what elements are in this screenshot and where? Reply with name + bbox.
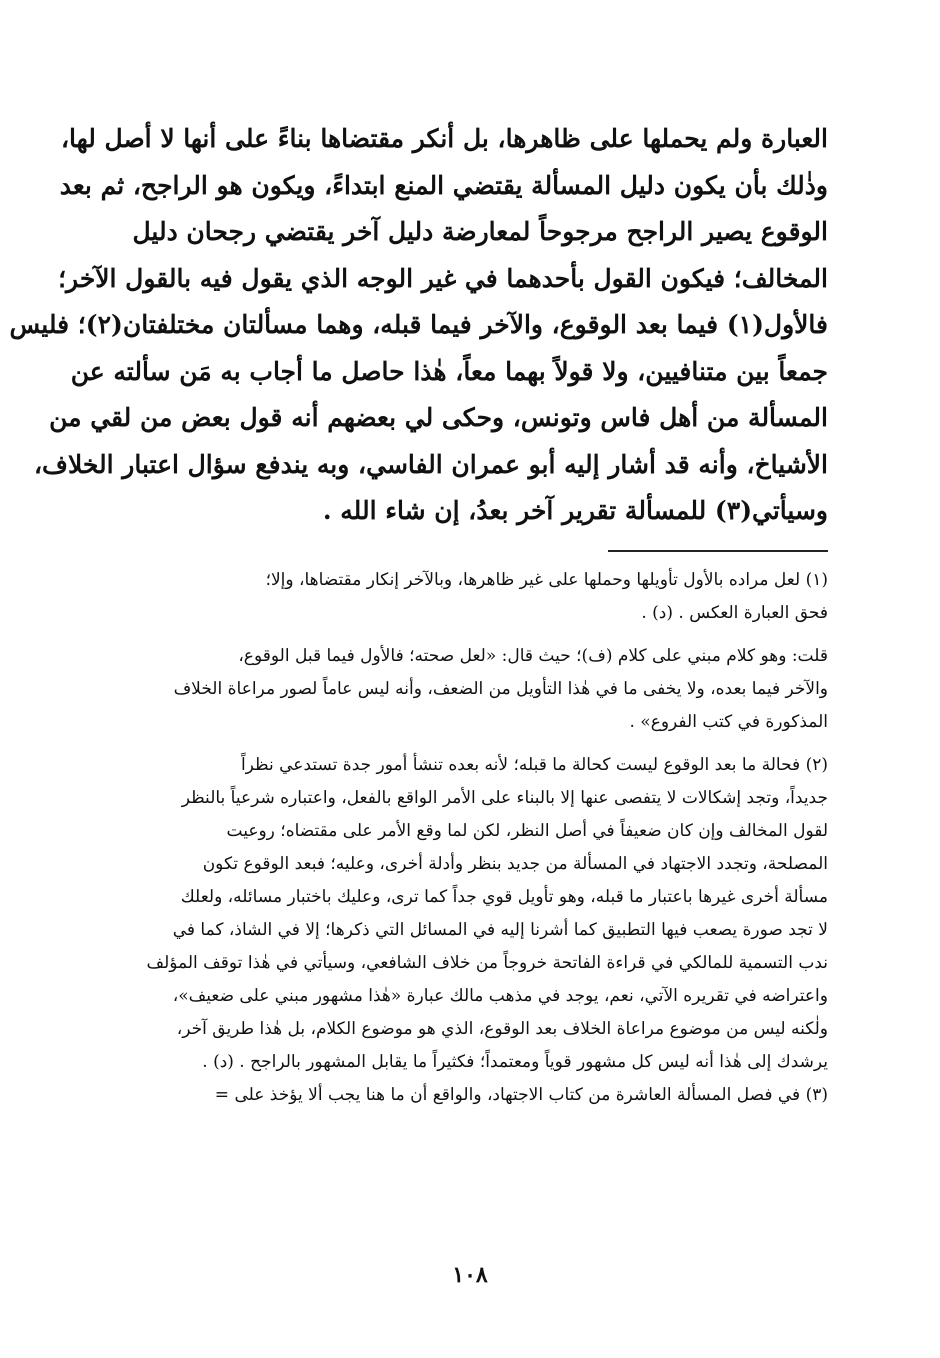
footnote-line: يرشدك إلى هٰذا أنه ليس كل مشهور قوياً ومعتمداً؛ فكثيراً ما يقابل المشهور بالراجح . (د) . — [202, 1052, 828, 1072]
footnote-line: فحق العبارة العكس . (د) . — [641, 603, 828, 623]
footnote-line: والآخر فيما بعده، ولا يخفى ما في هٰذا التأويل من الضعف، وأنه ليس عاماً لصور مراعاة الخلاف — [173, 679, 828, 699]
main-text-line: العبارة ولم يحملها على ظاهرها، بل أنكر مقتضاها بناءً على أنها لا أصل لها، — [60, 124, 828, 153]
footnote-line: قلت: وهو كلام مبني على كلام (ف)؛ حيث قال: «لعل صحته؛ فالأول فيما قبل الوقوع، — [238, 646, 828, 666]
main-text-line: فالأول(١) فيما بعد الوقوع، والآخر فيما قبله، وهما مسألتان مختلفتان(٢)؛ فليس — [9, 310, 828, 339]
footnotes-block — [104, 564, 828, 1112]
footnote-line: المصلحة، وتجدد الاجتهاد في المسألة من جديد بنظر وأدلة أخرى، وعليه؛ فبعد الوقوع تكون — [202, 854, 828, 874]
footnote-line: مسألة أخرى غيرها باعتبار ما قبله، وهو تأويل قوي جداً كما ترى، وعليك باختبار مسائله، ولعلك — [180, 887, 828, 907]
footnote-line: (٣) في فصل المسألة العاشرة من كتاب الاجتهاد، والواقع أن ما هنا يجب ألا يؤخذ على = — [214, 1085, 828, 1105]
footnote-line: جديداً، وتجد إشكالات لا يتفصى عنها إلا بالبناء على الأمر الواقع بالفعل، واعتباره شرعياً بالنظر — [181, 788, 828, 808]
footnote-line: (٢) فحالة ما بعد الوقوع ليست كحالة ما قبله؛ لأنه بعده تنشأ أمور جدة تستدعي نظراً — [240, 755, 828, 775]
footnote-line: واعتراضه في تقريره الآتي، نعم، يوجد في مذهب مالك عبارة «هٰذا مشهور مبني على ضعيف»، — [172, 986, 828, 1006]
footnote-3 — [104, 1079, 828, 1112]
main-text-line: جمعاً بين متنافيين، ولا قولاً بهما معاً، هٰذا حاصل ما أجاب به مَن سألته عن — [70, 356, 828, 386]
footnote-2 — [104, 749, 828, 1079]
footnote-line: لا تجد صورة يصعب فيها التطبيق كما أشرنا إليه في المسائل التي ذكرها؛ إلا في الشاذ، كما في — [172, 920, 828, 940]
page-number: ١٠٨ — [452, 1262, 488, 1288]
main-text-line: المخالف؛ فيكون القول بأحدهما في غير الوجه الذي يقول فيه بالقول الآخر؛ — [58, 263, 828, 293]
footnote-editor-comment — [104, 640, 828, 739]
footnote-separator-rule — [608, 550, 828, 552]
main-text-block — [9, 116, 828, 535]
footnote-line: ندب التسمية للمالكي في قراءة الفاتحة خروجاً من خلاف الشافعي، وسيأتي في هٰذا توقف المؤلف — [146, 953, 828, 973]
footnote-line: لقول المخالف وإن كان ضعيفاً في أصل النظر، لكن لما وقع الأمر على مقتضاه؛ روعيت — [226, 821, 828, 841]
footnote-line: المذكورة في كتب الفروع» . — [629, 712, 828, 732]
main-text-line: الأشياخ، وأنه قد أشار إليه أبو عمران الفاسي، وبه يندفع سؤال اعتبار الخلاف، — [33, 449, 828, 479]
main-text-line: الوقوع يصير الراجح مرجوحاً لمعارضة دليل آخر يقتضي رجحان دليل — [132, 217, 828, 246]
footnote-line: ولٰكنه ليس من موضوع مراعاة الخلاف بعد الوقوع، الذي هو موضوع الكلام، بل هٰذا طريق آخر، — [176, 1019, 828, 1039]
main-text-line: وذٰلك بأن يكون دليل المسألة يقتضي المنع ابتداءً، ويكون هو الراجح، ثم بعد — [59, 170, 828, 200]
footnote-line: (١) لعل مراده بالأول تأويلها وحملها على غير ظاهرها، وبالآخر إنكار مقتضاها، وإلا؛ — [265, 570, 828, 590]
main-text-line: المسألة من أهل فاس وتونس، وحكى لي بعضهم أنه قول بعض من لقي من — [49, 403, 828, 432]
main-text-line: وسيأتي(٣) للمسألة تقرير آخر بعدُ، إن شاء الله . — [322, 496, 828, 525]
footnote-1 — [104, 564, 828, 630]
